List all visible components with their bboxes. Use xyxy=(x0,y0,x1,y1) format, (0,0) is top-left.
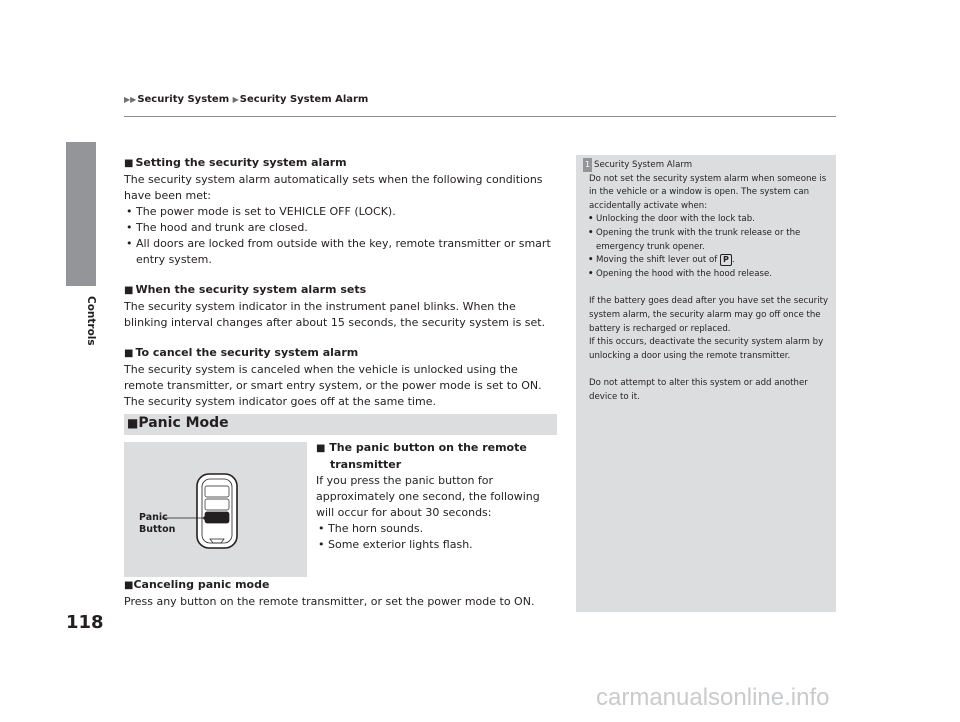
breadcrumb xyxy=(124,94,368,105)
section-heading: ■ When the security system alarm sets xyxy=(124,283,367,296)
square-bullet-icon: ■ xyxy=(124,285,134,296)
header-rule xyxy=(124,116,836,117)
section-tab xyxy=(66,142,96,286)
list-item: • The power mode is set to VEHICLE OFF (LOCK). xyxy=(124,204,556,220)
paragraph: Do not attempt to alter this system or add another device to it. xyxy=(589,378,808,402)
panic-button-section xyxy=(316,440,561,553)
section-heading: ■ Setting the security system alarm xyxy=(124,156,347,169)
paragraph: The security system alarm automatically sets when the following conditions have been met: xyxy=(124,173,543,202)
square-bullet-icon: ■ xyxy=(124,158,134,169)
bullet-list xyxy=(316,521,561,553)
paragraph: If this occurs, deactivate the security system alarm by unlocking a door using the remote transmitter. xyxy=(589,337,824,361)
section-heading-continued: transmitter xyxy=(330,458,402,471)
remote-transmitter-illustration xyxy=(124,442,307,577)
bullet-list xyxy=(589,213,831,281)
watermark: carmanualsonline.info xyxy=(596,684,830,711)
list-item: • Unlocking the door with the lock tab. xyxy=(589,213,831,227)
square-bullet-icon: ■ xyxy=(127,416,139,430)
paragraph: If the battery goes dead after you have set the security system alarm, the security alarm may go off once the battery is recharged or replaced. xyxy=(589,296,829,334)
main-content xyxy=(124,155,556,410)
note-number-badge: 1 xyxy=(583,158,592,172)
section-tab-label: Controls xyxy=(85,296,97,346)
list-item: • The horn sounds. xyxy=(316,521,561,537)
list-item: • The hood and trunk are closed. xyxy=(124,220,556,236)
page-number: 118 xyxy=(66,612,104,633)
section-title: ■Panic Mode xyxy=(127,415,229,431)
paragraph: Press any button on the remote transmitter, or set the power mode to ON. xyxy=(124,595,535,608)
section-heading: ■Canceling panic mode xyxy=(124,578,270,591)
park-position-symbol: P xyxy=(720,254,732,266)
square-bullet-icon: ■ xyxy=(316,443,326,454)
square-bullet-icon: ■ xyxy=(124,348,134,359)
note-title: 1 Security System Alarm xyxy=(584,160,693,170)
canceling-panic-section xyxy=(124,577,574,610)
list-item: • Opening the hood with the hood release. xyxy=(589,268,831,282)
list-item: • All doors are locked from outside with the key, remote transmitter or smart entry system. xyxy=(124,236,556,268)
breadcrumb-item-security-system[interactable]: Security System xyxy=(137,94,230,105)
section-heading: ■ The panic button on the remote xyxy=(316,441,527,454)
paragraph: If you press the panic button for approximately one second, the following will occur for about 30 seconds: xyxy=(316,474,540,519)
paragraph: The security system indicator in the instrument panel blinks. When the blinking interval changes after about 15 seconds, the security system is set. xyxy=(124,300,546,329)
paragraph: Do not set the security system alarm when someone is in the vehicle or a window is open. The system can accidentally activate when: xyxy=(589,173,827,211)
list-item: • Moving the shift lever out of P . xyxy=(589,254,831,268)
list-item: • Some exterior lights flash. xyxy=(316,537,561,553)
breadcrumb-item-security-system-alarm[interactable]: Security System Alarm xyxy=(239,94,369,105)
panic-button-label: Panic Button xyxy=(139,512,176,535)
square-bullet-icon: ■ xyxy=(124,580,134,591)
triangle-icon: ▶▶ xyxy=(124,95,137,104)
note-content xyxy=(583,158,831,405)
paragraph: The security system is canceled when the vehicle is unlocked using the remote transmitter, or smart entry system, or the power mode is set to ON. The security system indicator goes off at the same time. xyxy=(124,363,542,408)
section-heading: ■ To cancel the security system alarm xyxy=(124,346,359,359)
list-item: • Opening the trunk with the trunk release or the emergency trunk opener. xyxy=(589,227,831,254)
triangle-icon: ▶ xyxy=(232,95,239,104)
bullet-list xyxy=(124,204,556,268)
